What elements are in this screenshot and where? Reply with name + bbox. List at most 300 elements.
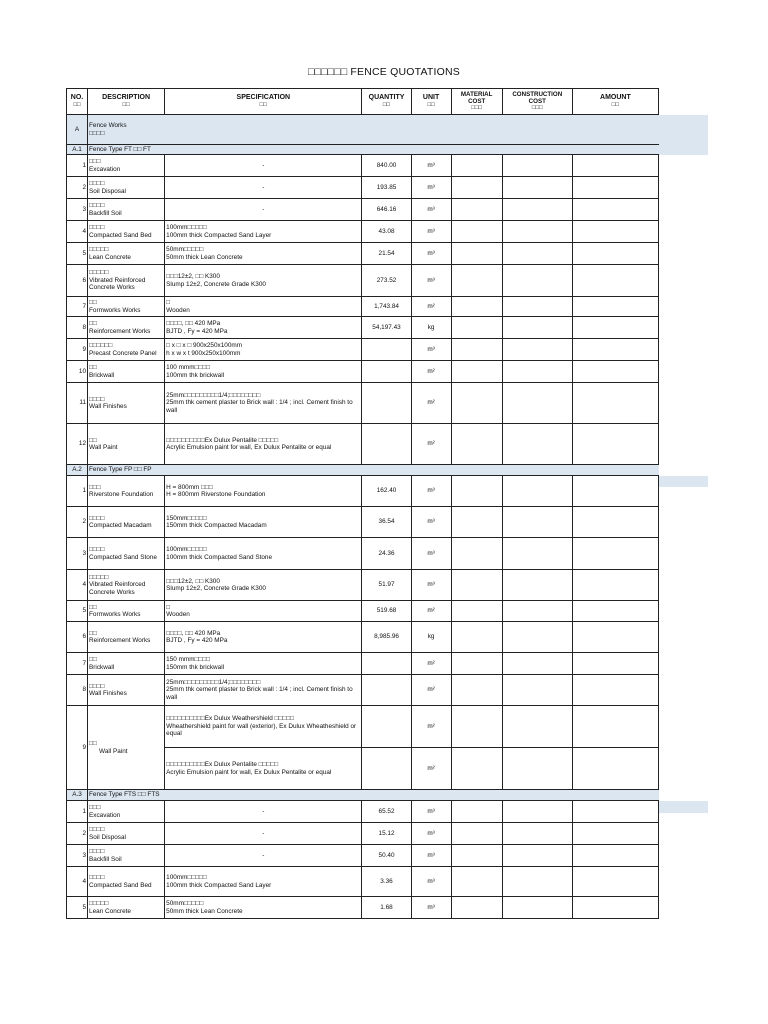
row-amount <box>572 297 658 317</box>
row-description <box>88 507 165 538</box>
row-specification: 150 mmm□□□□ 150mm thk brickwall <box>165 653 362 675</box>
description-zh: □□□ <box>89 804 101 812</box>
row-quantity <box>362 653 411 675</box>
row-construction-cost <box>502 570 572 601</box>
row-quantity: 36.54 <box>362 507 411 538</box>
row-material-cost <box>451 675 502 706</box>
quotation-sheet <box>66 88 659 919</box>
description-en: Wall Finishes <box>89 690 127 697</box>
row-amount <box>572 867 658 897</box>
row-unit: m³ <box>411 243 451 265</box>
row-material-cost <box>451 622 502 653</box>
header-amount: AMOUNT □□ <box>572 89 658 115</box>
row-unit: m² <box>411 653 451 675</box>
row-material-cost <box>451 383 502 424</box>
description-zh: □□ <box>89 656 97 664</box>
row-no: 2 <box>67 507 88 538</box>
row-construction-cost <box>502 801 572 823</box>
row-construction-cost <box>502 507 572 538</box>
row-material-cost <box>451 476 502 507</box>
row-construction-cost <box>502 265 572 297</box>
row-quantity <box>362 361 411 383</box>
row-material-cost <box>451 297 502 317</box>
row-material-cost <box>451 748 502 790</box>
row-amount <box>572 265 658 297</box>
row-amount <box>572 339 658 361</box>
row-description <box>88 155 165 177</box>
row-specification: 50mm□□□□□ 50mm thick Lean Concrete <box>165 243 362 265</box>
row-no: 1 <box>67 476 88 507</box>
section-band-a3 <box>659 801 708 813</box>
row-description <box>88 538 165 570</box>
row-unit: m³ <box>411 221 451 243</box>
row-description <box>88 675 165 706</box>
row-no: 6 <box>67 622 88 653</box>
row-specification: 100 mmm□□□□ 100mm thk brickwall <box>165 361 362 383</box>
description-zh: □□□ <box>89 483 101 491</box>
header-unit: UNIT □□ <box>411 89 451 115</box>
description-en: Vibrated Reinforced Concrete Works <box>89 581 146 596</box>
description-zh: □□□□ <box>89 202 105 210</box>
row-construction-cost <box>502 383 572 424</box>
header-no: NO. □□ <box>67 89 88 115</box>
row-construction-cost <box>502 317 572 339</box>
table-row <box>67 155 659 177</box>
row-no: 5 <box>67 601 88 622</box>
row-material-cost <box>451 361 502 383</box>
row-amount <box>572 706 658 748</box>
description-en: Lean Concrete <box>89 907 131 915</box>
row-construction-cost <box>502 823 572 845</box>
description-en: Excavation <box>89 165 121 173</box>
table-row <box>67 653 659 675</box>
description-en: Riverstone Foundation <box>89 491 154 498</box>
description-en: Brickwall <box>89 371 115 379</box>
row-specification: □ x □ x □ 900x250x100mm h x w x t 900x250x100mm <box>165 339 362 361</box>
row-specification: □□□□, □□ 420 MPa BJTD , Fy = 420 MPa <box>165 317 362 339</box>
description-en: Soil Disposal <box>89 187 126 195</box>
row-amount <box>572 801 658 823</box>
row-no: 3 <box>67 199 88 221</box>
header-quantity: QUANTITY □□ <box>362 89 411 115</box>
row-description <box>88 383 165 424</box>
row-no: 3 <box>67 538 88 570</box>
description-zh: □□□□□ <box>89 269 109 277</box>
row-construction-cost <box>502 476 572 507</box>
table-row <box>67 199 659 221</box>
group-label: Fence Type FTS □□ FTS <box>88 790 659 801</box>
row-no: 5 <box>67 897 88 919</box>
row-material-cost <box>451 177 502 199</box>
row-amount <box>572 601 658 622</box>
description-en: Lean Concrete <box>89 253 131 261</box>
row-quantity: 54,197.43 <box>362 317 411 339</box>
row-construction-cost <box>502 653 572 675</box>
description-en: Wall Paint <box>89 444 118 451</box>
row-specification: - <box>165 177 362 199</box>
row-no: 5 <box>67 243 88 265</box>
table-row <box>67 424 659 465</box>
row-construction-cost <box>502 177 572 199</box>
row-specification: 100mm□□□□□ 100mm thick Compacted Sand Layer <box>165 221 362 243</box>
row-specification: □□□□, □□ 420 MPa BJTD , Fy = 420 MPa <box>165 622 362 653</box>
table-row <box>67 339 659 361</box>
description-zh: □□ <box>89 629 97 637</box>
row-specification: □□□□□□□□□□Ex Dulux Weathershield □□□□□ Wheathershield paint for wall (exterior), Ex Dulux Wheatheshield or equal <box>165 706 362 748</box>
row-material-cost <box>451 570 502 601</box>
row-quantity: 51.97 <box>362 570 411 601</box>
row-specification: □□□□□□□□□□Ex Dulux Pentalite □□□□□ Acrylic Emulsion paint for wall, Ex Dulux Pentalite or equal <box>165 424 362 465</box>
row-construction-cost <box>502 155 572 177</box>
row-amount <box>572 538 658 570</box>
row-unit: m² <box>411 601 451 622</box>
description-en: Reinforcement Works <box>89 637 151 644</box>
row-specification: □ Wooden <box>165 601 362 622</box>
row-construction-cost <box>502 845 572 867</box>
row-construction-cost <box>502 243 572 265</box>
row-unit: kg <box>411 622 451 653</box>
description-zh: □□□□ <box>89 514 105 522</box>
table-row <box>67 897 659 919</box>
row-material-cost <box>451 317 502 339</box>
row-specification: 150mm□□□□□ 150mm thick Compacted Macadam <box>165 507 362 538</box>
header-row <box>67 89 659 115</box>
description-en: Wall Paint <box>99 747 128 755</box>
row-amount <box>572 177 658 199</box>
row-construction-cost <box>502 897 572 919</box>
row-description <box>88 297 165 317</box>
row-quantity: 1,743.84 <box>362 297 411 317</box>
row-no: 11 <box>67 383 88 424</box>
row-material-cost <box>451 653 502 675</box>
row-quantity <box>362 339 411 361</box>
row-quantity: 50.40 <box>362 845 411 867</box>
row-amount <box>572 361 658 383</box>
table-row <box>67 317 659 339</box>
row-quantity: 193.85 <box>362 177 411 199</box>
description-en: Formworks Works <box>89 306 141 314</box>
row-quantity: 3.36 <box>362 867 411 897</box>
row-construction-cost <box>502 199 572 221</box>
row-amount <box>572 383 658 424</box>
row-unit: m³ <box>411 538 451 570</box>
table-row <box>67 675 659 706</box>
description-en: Compacted Sand Bed <box>89 881 152 889</box>
row-no: 1 <box>67 155 88 177</box>
row-no: 12 <box>67 424 88 465</box>
row-quantity <box>362 383 411 424</box>
table-row <box>67 538 659 570</box>
section-no: A <box>67 115 88 145</box>
row-amount <box>572 845 658 867</box>
row-amount <box>572 653 658 675</box>
description-en: Soil Disposal <box>89 833 126 841</box>
row-description <box>88 801 165 823</box>
description-zh: □□□□ <box>89 224 105 232</box>
row-quantity: 43.08 <box>362 221 411 243</box>
header-construction-cost: CONSTRUCTION COST □□□ <box>502 89 572 115</box>
row-quantity: 840.00 <box>362 155 411 177</box>
row-unit: m² <box>411 361 451 383</box>
row-amount <box>572 622 658 653</box>
table-row <box>67 601 659 622</box>
row-amount <box>572 155 658 177</box>
row-quantity: 162.40 <box>362 476 411 507</box>
row-material-cost <box>451 706 502 748</box>
row-amount <box>572 823 658 845</box>
table-row <box>67 706 659 748</box>
row-description <box>88 845 165 867</box>
row-no: 8 <box>67 675 88 706</box>
row-unit: m³ <box>411 845 451 867</box>
row-no: 9 <box>67 339 88 361</box>
table-row <box>67 801 659 823</box>
section-band-a <box>659 115 708 145</box>
row-unit: m³ <box>411 801 451 823</box>
description-zh: □□□ <box>89 158 101 166</box>
row-unit: m³ <box>411 867 451 897</box>
row-material-cost <box>451 339 502 361</box>
row-unit: m² <box>411 383 451 424</box>
row-specification: 50mm□□□□□ 50mm thick Lean Concrete <box>165 897 362 919</box>
row-no: 3 <box>67 845 88 867</box>
description-en: Reinforcement Works <box>89 327 151 335</box>
header-description: DESCRIPTION □□ <box>88 89 165 115</box>
description-zh: □□ <box>89 740 97 748</box>
table-row <box>67 361 659 383</box>
row-construction-cost <box>502 424 572 465</box>
row-specification: - <box>165 845 362 867</box>
row-amount <box>572 424 658 465</box>
row-unit: m² <box>411 424 451 465</box>
row-material-cost <box>451 221 502 243</box>
row-quantity: 273.52 <box>362 265 411 297</box>
section-band-a2 <box>659 476 708 487</box>
description-en: Compacted Sand Stone <box>89 553 157 561</box>
table-row <box>67 265 659 297</box>
description-zh: □□□□□ <box>89 900 109 908</box>
row-description <box>88 867 165 897</box>
description-en: Brickwall <box>89 663 115 671</box>
row-quantity: 8,985.96 <box>362 622 411 653</box>
row-description <box>88 601 165 622</box>
quotation-table <box>66 88 659 919</box>
row-unit: m² <box>411 675 451 706</box>
row-unit: m³ <box>411 177 451 199</box>
row-specification: 25mm□□□□□□□□□1/4;□□□□□□□□ 25mm thk cement plaster to Brick wall : 1/4 ; incl. Cement finish to wall <box>165 383 362 424</box>
table-row <box>67 243 659 265</box>
row-specification: H = 800mm □□□ H = 800mm Riverstone Foundation <box>165 476 362 507</box>
row-unit: m³ <box>411 897 451 919</box>
row-construction-cost <box>502 675 572 706</box>
table-row <box>67 507 659 538</box>
row-quantity <box>362 748 411 790</box>
table-row <box>67 476 659 507</box>
row-material-cost <box>451 867 502 897</box>
row-construction-cost <box>502 339 572 361</box>
row-construction-cost <box>502 361 572 383</box>
table-row <box>67 823 659 845</box>
description-zh: □□ <box>89 436 97 444</box>
row-unit: m³ <box>411 476 451 507</box>
description-zh: □□□□ <box>89 826 105 834</box>
row-description <box>88 706 165 790</box>
row-construction-cost <box>502 867 572 897</box>
row-specification: - <box>165 823 362 845</box>
group-no: A.3 <box>67 790 88 801</box>
quotation-body <box>67 115 659 919</box>
row-specification: - <box>165 155 362 177</box>
row-description <box>88 177 165 199</box>
header-specification: SPECIFICATION □□ <box>165 89 362 115</box>
row-unit: m³ <box>411 507 451 538</box>
section-band-a1 <box>659 145 708 155</box>
row-unit: m³ <box>411 339 451 361</box>
row-amount <box>572 317 658 339</box>
row-quantity: 65.52 <box>362 801 411 823</box>
row-specification: □□□12±2, □□ K300 Slump 12±2, Concrete Grade K300 <box>165 570 362 601</box>
row-unit: m³ <box>411 265 451 297</box>
row-amount <box>572 221 658 243</box>
row-specification: 25mm□□□□□□□□□1/4;□□□□□□□□ 25mm thk cement plaster to Brick wall : 1/4 ; incl. Cement finish to wall <box>165 675 362 706</box>
row-unit: m³ <box>411 823 451 845</box>
row-no: 10 <box>67 361 88 383</box>
row-quantity <box>362 424 411 465</box>
header-material-cost: MATERIAL COST □□□ <box>451 89 502 115</box>
row-construction-cost <box>502 748 572 790</box>
description-en: Compacted Sand Bed <box>89 231 152 239</box>
description-zh: □□ <box>89 364 97 372</box>
row-construction-cost <box>502 601 572 622</box>
row-specification: - <box>165 199 362 221</box>
table-row <box>67 383 659 424</box>
row-no: 7 <box>67 653 88 675</box>
row-no: 1 <box>67 801 88 823</box>
row-no: 9 <box>67 706 88 790</box>
row-no: 4 <box>67 867 88 897</box>
description-en: Compacted Macadam <box>89 522 152 529</box>
description-zh: □□ <box>89 299 97 307</box>
row-construction-cost <box>502 297 572 317</box>
row-quantity: 15.12 <box>362 823 411 845</box>
table-row <box>67 177 659 199</box>
group-row-a-3 <box>67 790 659 801</box>
row-material-cost <box>451 845 502 867</box>
table-row <box>67 867 659 897</box>
group-no: A.1 <box>67 145 88 155</box>
row-material-cost <box>451 265 502 297</box>
row-amount <box>572 507 658 538</box>
row-description <box>88 823 165 845</box>
row-quantity: 21.54 <box>362 243 411 265</box>
row-specification: - <box>165 801 362 823</box>
row-amount <box>572 748 658 790</box>
table-row <box>67 297 659 317</box>
description-zh: □□□□□□ <box>89 342 113 350</box>
row-description <box>88 265 165 297</box>
row-description <box>88 361 165 383</box>
row-quantity <box>362 706 411 748</box>
description-zh: □□□□□ <box>89 573 109 581</box>
row-description <box>88 339 165 361</box>
description-en: Wall Finishes <box>89 403 127 410</box>
row-description <box>88 221 165 243</box>
group-row-a-2 <box>67 465 659 476</box>
row-material-cost <box>451 538 502 570</box>
row-description <box>88 424 165 465</box>
description-zh: □□ <box>89 603 97 611</box>
group-row-a-1 <box>67 145 659 155</box>
row-unit: m² <box>411 297 451 317</box>
group-label: Fence Type FT □□ FT <box>88 145 659 155</box>
row-description <box>88 243 165 265</box>
row-specification: □□□12±2, □□ K300 Slump 12±2, Concrete Grade K300 <box>165 265 362 297</box>
table-row <box>67 845 659 867</box>
description-zh: □□□□ <box>89 848 105 856</box>
row-quantity: 646.16 <box>362 199 411 221</box>
description-zh: □□ <box>89 320 97 328</box>
row-material-cost <box>451 155 502 177</box>
table-row <box>67 221 659 243</box>
row-description <box>88 622 165 653</box>
row-description <box>88 570 165 601</box>
description-zh: □□□□ <box>89 546 105 554</box>
row-material-cost <box>451 897 502 919</box>
description-zh: □□□□ <box>89 874 105 882</box>
section-label: Fence Works □□□□ <box>88 115 659 145</box>
description-en: Precast Concrete Panel <box>89 349 157 357</box>
row-construction-cost <box>502 221 572 243</box>
row-no: 7 <box>67 297 88 317</box>
row-specification: 100mm□□□□□ 100mm thick Compacted Sand Stone <box>165 538 362 570</box>
row-specification: □□□□□□□□□□Ex Dulux Pentalite □□□□□ Acrylic Emulsion paint for wall, Ex Dulux Pentalite or equal <box>165 748 362 790</box>
row-description <box>88 653 165 675</box>
row-material-cost <box>451 601 502 622</box>
row-description <box>88 476 165 507</box>
row-unit: m³ <box>411 199 451 221</box>
group-no: A.2 <box>67 465 88 476</box>
description-zh: □□□□ <box>89 180 105 188</box>
table-row <box>67 622 659 653</box>
row-material-cost <box>451 823 502 845</box>
description-en: Formworks Works <box>89 611 141 618</box>
row-amount <box>572 199 658 221</box>
row-amount <box>572 897 658 919</box>
row-amount <box>572 570 658 601</box>
row-material-cost <box>451 424 502 465</box>
row-unit: m² <box>411 748 451 790</box>
row-quantity: 519.68 <box>362 601 411 622</box>
description-zh: □□□□ <box>89 395 105 403</box>
row-quantity: 24.36 <box>362 538 411 570</box>
row-no: 8 <box>67 317 88 339</box>
description-en: Excavation <box>89 811 121 819</box>
row-specification: 100mm□□□□□ 100mm thick Compacted Sand Layer <box>165 867 362 897</box>
row-unit: m³ <box>411 570 451 601</box>
row-unit: m² <box>411 706 451 748</box>
row-quantity <box>362 675 411 706</box>
group-label: Fence Type FP □□ FP <box>88 465 659 476</box>
description-en: Backfill Soil <box>89 855 122 863</box>
row-description <box>88 317 165 339</box>
row-no: 2 <box>67 823 88 845</box>
row-description <box>88 897 165 919</box>
row-no: 4 <box>67 570 88 601</box>
row-unit: kg <box>411 317 451 339</box>
document-title: □□□□□□ FENCE QUOTATIONS <box>308 66 460 78</box>
row-material-cost <box>451 243 502 265</box>
row-no: 2 <box>67 177 88 199</box>
